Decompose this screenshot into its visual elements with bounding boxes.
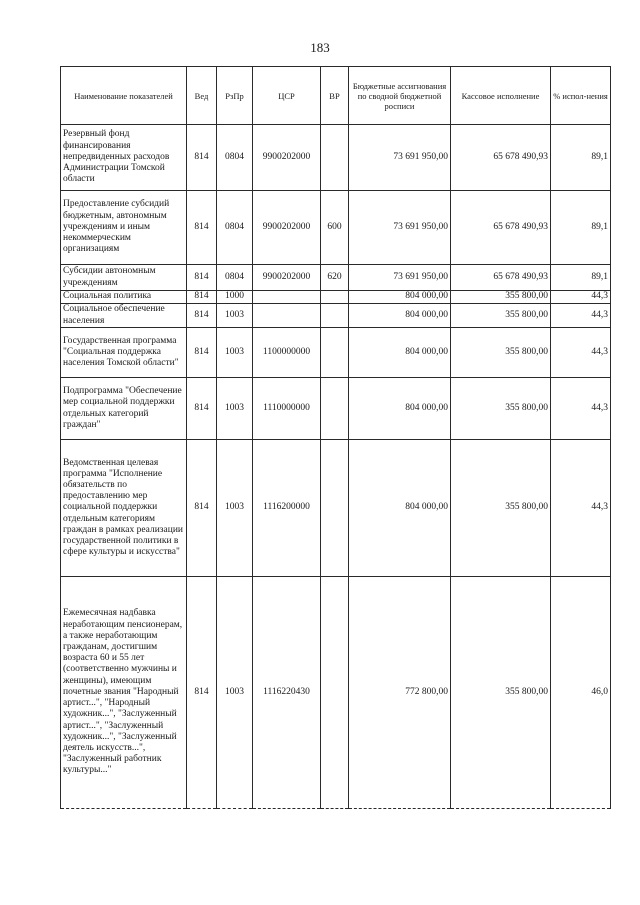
row-ved: 814 — [187, 265, 217, 291]
row-percent: 89,1 — [551, 125, 611, 191]
table-row — [61, 265, 611, 291]
row-csr: 9900202000 — [253, 191, 321, 265]
row-vr — [321, 125, 349, 191]
row-percent: 44,3 — [551, 440, 611, 577]
row-name: Социальная политика — [61, 291, 187, 304]
row-rzpr: 0804 — [217, 191, 253, 265]
table-row — [61, 577, 611, 809]
budget-table — [60, 66, 611, 809]
table-row — [61, 440, 611, 577]
row-vr — [321, 577, 349, 809]
row-rzpr: 1000 — [217, 291, 253, 304]
table-row — [61, 191, 611, 265]
row-rzpr: 1003 — [217, 440, 253, 577]
row-cash: 355 800,00 — [451, 291, 551, 304]
row-percent: 46,0 — [551, 577, 611, 809]
row-budget: 804 000,00 — [349, 328, 451, 378]
row-ved: 814 — [187, 291, 217, 304]
row-rzpr: 1003 — [217, 577, 253, 809]
row-ved: 814 — [187, 440, 217, 577]
row-csr: 9900202000 — [253, 265, 321, 291]
row-budget: 73 691 950,00 — [349, 265, 451, 291]
row-percent: 89,1 — [551, 191, 611, 265]
row-ved: 814 — [187, 191, 217, 265]
table-row — [61, 378, 611, 440]
header-rzpr: РзПр — [217, 67, 253, 125]
row-cash: 65 678 490,93 — [451, 191, 551, 265]
row-rzpr: 0804 — [217, 265, 253, 291]
row-name: Подпрограмма "Обеспечение мер социальной поддержки отдельных категорий граждан" — [61, 378, 187, 440]
row-name: Предоставление субсидий бюджетным, автономным учреждениям и иным некоммерческим организациям — [61, 191, 187, 265]
header-percent: % испол-нения — [551, 67, 611, 125]
row-vr: 600 — [321, 191, 349, 265]
table-row — [61, 328, 611, 378]
row-cash: 355 800,00 — [451, 304, 551, 328]
row-csr — [253, 304, 321, 328]
row-vr — [321, 304, 349, 328]
row-vr — [321, 440, 349, 577]
row-csr: 1116200000 — [253, 440, 321, 577]
row-ved: 814 — [187, 378, 217, 440]
row-budget: 804 000,00 — [349, 378, 451, 440]
row-name: Субсидии автономным учреждениям — [61, 265, 187, 291]
row-name: Ведомственная целевая программа "Исполнение обязательств по предоставлению мер социальной поддержки отдельным категориям граждан в рамках реализации государственной политики в сфере культуры и искусства" — [61, 440, 187, 577]
row-name: Резервный фонд финансирования непредвиденных расходов Администрации Томской области — [61, 125, 187, 191]
header-cash: Кассовое исполнение — [451, 67, 551, 125]
table-row — [61, 304, 611, 328]
row-vr — [321, 328, 349, 378]
page-number: 183 — [310, 40, 330, 55]
row-csr — [253, 291, 321, 304]
row-percent: 44,3 — [551, 291, 611, 304]
row-cash: 355 800,00 — [451, 378, 551, 440]
table-row — [61, 125, 611, 191]
row-rzpr: 1003 — [217, 378, 253, 440]
row-cash: 355 800,00 — [451, 328, 551, 378]
row-cash: 65 678 490,93 — [451, 265, 551, 291]
row-rzpr: 1003 — [217, 304, 253, 328]
header-row — [61, 67, 611, 125]
row-vr — [321, 378, 349, 440]
row-csr: 1116220430 — [253, 577, 321, 809]
row-budget: 804 000,00 — [349, 304, 451, 328]
row-percent: 44,3 — [551, 304, 611, 328]
row-vr: 620 — [321, 265, 349, 291]
row-csr: 9900202000 — [253, 125, 321, 191]
row-ved: 814 — [187, 577, 217, 809]
row-percent: 89,1 — [551, 265, 611, 291]
row-cash: 355 800,00 — [451, 440, 551, 577]
header-ved: Вед — [187, 67, 217, 125]
row-vr — [321, 291, 349, 304]
row-budget: 772 800,00 — [349, 577, 451, 809]
row-percent: 44,3 — [551, 378, 611, 440]
row-rzpr: 1003 — [217, 328, 253, 378]
row-name: Ежемесячная надбавка неработающим пенсионерам, а также неработающим гражданам, достигшим возраста 60 и 55 лет (соответственно мужчины и женщины), имеющим почетные звания "Народный артист...", "Народный художник...", "Заслуженный артист...", "Заслуженный художник...", "Заслуженный деятель искусств...", "Заслуженный работник культуры..." — [61, 577, 187, 809]
row-percent: 44,3 — [551, 328, 611, 378]
table-row — [61, 291, 611, 304]
header-name: Наименование показателей — [61, 67, 187, 125]
row-rzpr: 0804 — [217, 125, 253, 191]
header-vr: ВР — [321, 67, 349, 125]
row-name: Социальное обеспечение населения — [61, 304, 187, 328]
row-csr: 1110000000 — [253, 378, 321, 440]
row-budget: 73 691 950,00 — [349, 125, 451, 191]
row-cash: 65 678 490,93 — [451, 125, 551, 191]
row-cash: 355 800,00 — [451, 577, 551, 809]
row-ved: 814 — [187, 304, 217, 328]
row-name: Государственная программа "Социальная поддержка населения Томской области" — [61, 328, 187, 378]
row-budget: 804 000,00 — [349, 291, 451, 304]
row-csr: 1100000000 — [253, 328, 321, 378]
row-ved: 814 — [187, 328, 217, 378]
row-budget: 73 691 950,00 — [349, 191, 451, 265]
header-budget: Бюджетные ассигнования по сводной бюджетной росписи — [349, 67, 451, 125]
row-budget: 804 000,00 — [349, 440, 451, 577]
row-ved: 814 — [187, 125, 217, 191]
header-csr: ЦСР — [253, 67, 321, 125]
